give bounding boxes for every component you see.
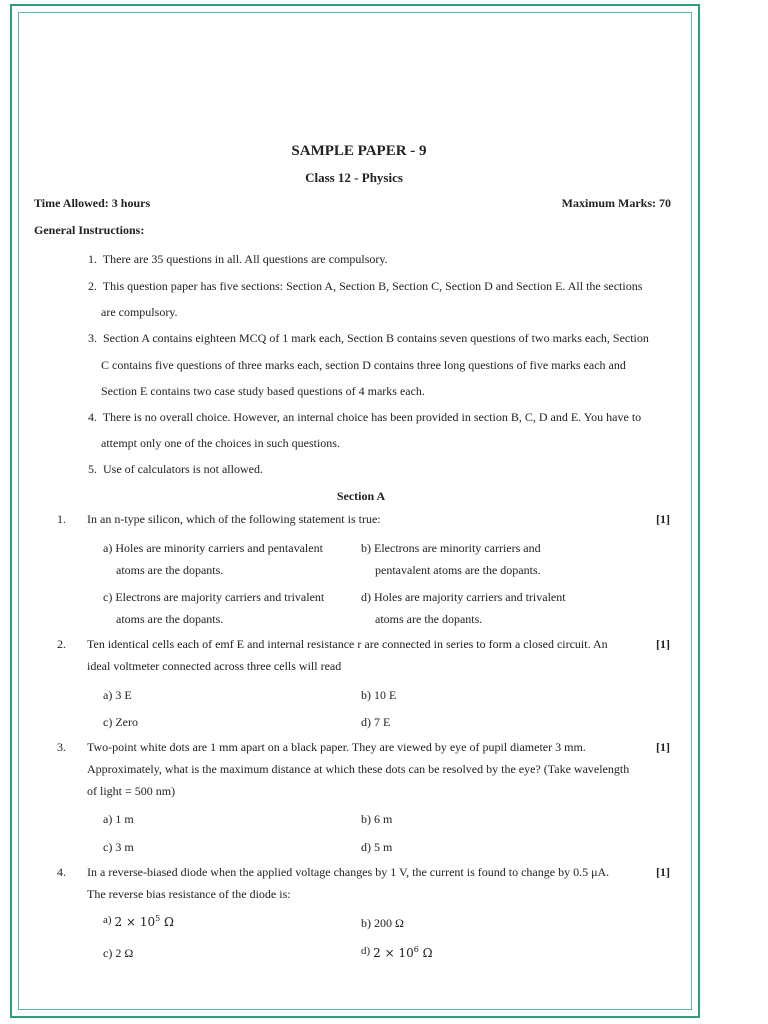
option-c: c) 3 m: [103, 840, 134, 854]
math-exponent: 6: [413, 945, 419, 954]
instruction-text: There are 35 questions in all. All questions are compulsory.: [102, 252, 388, 266]
question-number: 1.: [57, 512, 66, 526]
instruction-number: 2.: [88, 279, 97, 293]
question-marks: [1]: [656, 637, 670, 651]
option-a: [103, 914, 174, 930]
instruction-text: This question paper has five sections: Section A, Section B, Section C, Section D and Section E. All the sections: [102, 279, 643, 293]
math-base: 2 × 10: [373, 946, 414, 960]
math-exponent: 5: [155, 914, 161, 923]
option-d: d) 5 m: [361, 840, 393, 854]
option-a: a) 1 m: [103, 812, 134, 826]
question-text-continued: The reverse bias resistance of the diode is:: [87, 887, 291, 901]
math-base: 2 × 10: [114, 915, 156, 929]
math-unit: Ω: [418, 946, 433, 960]
question-number: 2.: [57, 637, 66, 651]
math-unit: Ω: [160, 915, 174, 929]
instruction-item: [88, 410, 641, 425]
instruction-item: [88, 279, 642, 294]
question-marks: [1]: [656, 865, 670, 879]
option-b: b) Electrons are minority carriers and: [361, 541, 541, 555]
option-b: b) 6 m: [361, 812, 393, 826]
time-allowed: Time Allowed: 3 hours: [34, 196, 151, 210]
question-number: 4.: [57, 865, 66, 879]
paper-title: SAMPLE PAPER - 9: [291, 143, 427, 159]
instruction-number: 1.: [88, 252, 97, 266]
instruction-item: [88, 462, 263, 477]
question-text: In an n-type silicon, which of the following statement is true:: [87, 512, 381, 526]
paper-subtitle: Class 12 - Physics: [305, 170, 403, 185]
instruction-item: [88, 331, 649, 346]
instruction-number: 3.: [88, 331, 97, 345]
instruction-text: C contains five questions of three marks each, section D contains three long questions of five marks each and: [101, 358, 626, 372]
instruction-text: Section A contains eighteen MCQ of 1 mark each, Section B contains seven questions of two marks each, Section: [103, 331, 649, 345]
question-text-continued: ideal voltmeter connected across three cells will read: [87, 659, 342, 673]
option-d: [361, 945, 433, 961]
question-text-continued: of light = 500 nm): [87, 784, 176, 798]
section-a-heading: Section A: [336, 489, 386, 503]
option-d-continued: atoms are the dopants.: [375, 612, 483, 626]
option-d: d) Holes are majority carriers and trivalent: [361, 590, 566, 604]
question-text: Two-point white dots are 1 mm apart on a black paper. They are viewed by eye of pupil diameter 3 mm.: [87, 740, 586, 754]
question-text: Ten identical cells each of emf E and internal resistance r are connected in series to form a closed circuit. An: [87, 637, 608, 651]
question-text: In a reverse-biased diode when the applied voltage changes by 1 V, the current is found to change by 0.5 μA.: [87, 865, 610, 879]
option-c: c) Zero: [103, 715, 138, 729]
instruction-text: attempt only one of the choices in such questions.: [101, 436, 340, 450]
question-number: 3.: [57, 740, 66, 754]
instruction-text: There is no overall choice. However, an internal choice has been provided in section B, C, D and E. You have to: [102, 410, 642, 424]
option-b-continued: pentavalent atoms are the dopants.: [375, 563, 541, 577]
option-c: c) 2 Ω: [103, 946, 134, 960]
option-a-continued: atoms are the dopants.: [116, 563, 224, 577]
question-text-continued: Approximately, what is the maximum distance at which these dots can be resolved by the eye? (Take wavelength: [87, 762, 630, 776]
option-a: a) 3 E: [103, 688, 132, 702]
option-c-continued: atoms are the dopants.: [116, 612, 224, 626]
option-a: a) Holes are minority carriers and pentavalent: [103, 541, 323, 555]
general-instructions-heading: General Instructions:: [34, 223, 145, 237]
option-label: a): [103, 914, 112, 926]
instruction-number: 5.: [88, 462, 97, 476]
option-math: [373, 946, 432, 960]
instruction-text: Section E contains two case study based questions of 4 marks each.: [101, 384, 425, 398]
instruction-text: Use of calculators is not allowed.: [103, 462, 263, 476]
instruction-item: [88, 252, 388, 267]
option-b: b) 10 E: [361, 688, 397, 702]
maximum-marks: Maximum Marks: 70: [561, 196, 671, 210]
option-b: b) 200 Ω: [361, 916, 404, 930]
instruction-text: are compulsory.: [101, 305, 178, 319]
option-label: d): [361, 945, 371, 957]
instruction-number: 4.: [88, 410, 97, 424]
question-marks: [1]: [656, 740, 670, 754]
option-math: [115, 915, 174, 929]
option-c: c) Electrons are majority carriers and trivalent: [103, 590, 325, 604]
option-d: d) 7 E: [361, 715, 391, 729]
question-marks: [1]: [656, 512, 670, 526]
